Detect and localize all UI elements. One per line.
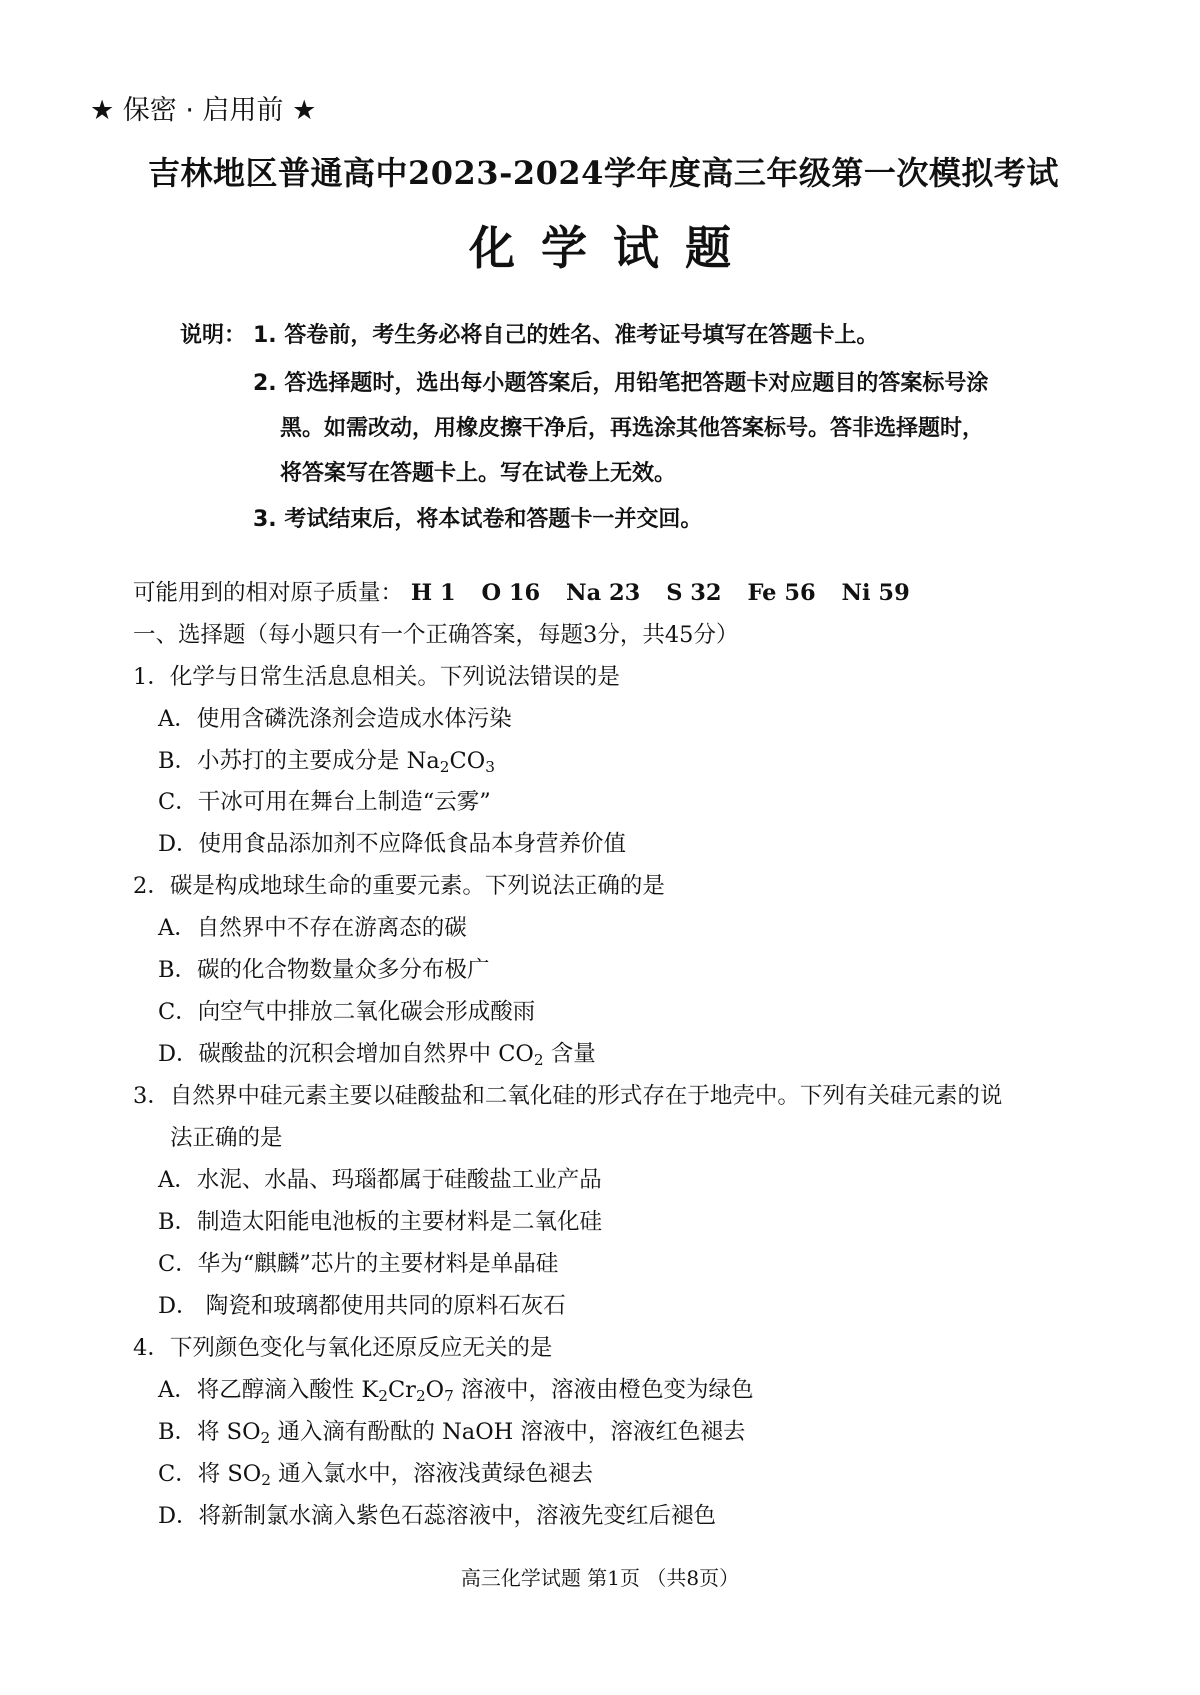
- option-a: A．水泥、水晶、玛瑙都属于硅酸盐工业产品: [158, 1167, 602, 1193]
- atomic-mass: Ni 59: [841, 580, 910, 606]
- option-d: D． 陶瓷和玻璃都使用共同的原料石灰石: [158, 1293, 566, 1319]
- confidential-mark: ★ 保密 · 启用前 ★: [90, 95, 317, 126]
- instruction-item: 将答案写在答题卡上。写在试卷上无效。: [280, 461, 677, 486]
- option-c: C．向空气中排放二氧化碳会形成酸雨: [158, 999, 536, 1025]
- question-stem: 1．化学与日常生活息息相关。下列说法错误的是: [133, 664, 620, 690]
- atomic-mass: Fe 56: [747, 580, 816, 606]
- option-d: D．碳酸盐的沉积会增加自然界中 $CO_2$ 含量: [158, 1041, 596, 1069]
- instruction-item: 黑。如需改动，用橡皮擦干净后，再选涂其他答案标号。答非选择题时，: [280, 416, 985, 441]
- option-c: C．将 $SO_2$ 通入氯水中，溶液浅黄绿色褪去: [158, 1461, 594, 1489]
- atomic-mass: S 32: [666, 580, 722, 606]
- question-stem: 3．自然界中硅元素主要以硅酸盐和二氧化硅的形式存在于地壳中。下列有关硅元素的说: [133, 1083, 1003, 1109]
- instruction-item: 3. 考试结束后，将本试卷和答题卡一并交回。: [253, 507, 703, 532]
- instruction-item: 1. 答卷前，考生务必将自己的姓名、准考证号填写在答题卡上。: [253, 323, 879, 348]
- question-stem: 4．下列颜色变化与氧化还原反应无关的是: [133, 1335, 553, 1361]
- question-stem: 2．碳是构成地球生命的重要元素。下列说法正确的是: [133, 873, 665, 899]
- option-c: C．干冰可用在舞台上制造“云雾”: [158, 789, 491, 815]
- option-b: B．制造太阳能电池板的主要材料是二氧化硅: [158, 1209, 603, 1235]
- question-stem-continued: 法正确的是: [170, 1125, 283, 1151]
- atomic-mass: Na 23: [566, 580, 641, 606]
- option-a: A．使用含磷洗涤剂会造成水体污染: [158, 706, 512, 732]
- instruction-item: 2. 答选择题时，选出每小题答案后，用铅笔把答题卡对应题目的答案标号涂: [253, 371, 989, 396]
- option-c: C．华为“麒麟”芯片的主要材料是单晶硅: [158, 1251, 559, 1277]
- option-b: B．小苏打的主要成分是 $Na_2CO_3$: [158, 748, 495, 776]
- option-b: B．碳的化合物数量众多分布极广: [158, 957, 490, 983]
- atomic-mass: H 1: [410, 580, 456, 606]
- option-a: A．自然界中不存在游离态的碳: [158, 915, 467, 941]
- section-title: 一、选择题（每小题只有一个正确答案，每题3分，共45分）: [133, 622, 739, 648]
- exam-title: 吉林地区普通高中2023-2024学年度高三年级第一次模拟考试: [148, 154, 1059, 192]
- atomic-masses-label: 可能用到的相对原子质量：: [133, 580, 404, 606]
- option-d: D．将新制氯水滴入紫色石蕊溶液中，溶液先变红后褪色: [158, 1503, 717, 1529]
- atomic-masses: [133, 575, 910, 607]
- page-footer: 高三化学试题 第1页 （共8页）: [460, 1566, 740, 1590]
- subject-title: 化学试题: [469, 221, 757, 275]
- option-b: B．将 $SO_2$ 通入滴有酚酞的 NaOH 溶液中，溶液红色褪去: [158, 1419, 746, 1447]
- atomic-mass: O 16: [481, 580, 541, 606]
- option-d: D．使用食品添加剂不应降低食品本身营养价值: [158, 831, 627, 857]
- option-a: A．将乙醇滴入酸性 $K_2Cr_2O_7$ 溶液中，溶液由橙色变为绿色: [158, 1377, 754, 1405]
- instructions-label: 说明：: [180, 323, 247, 348]
